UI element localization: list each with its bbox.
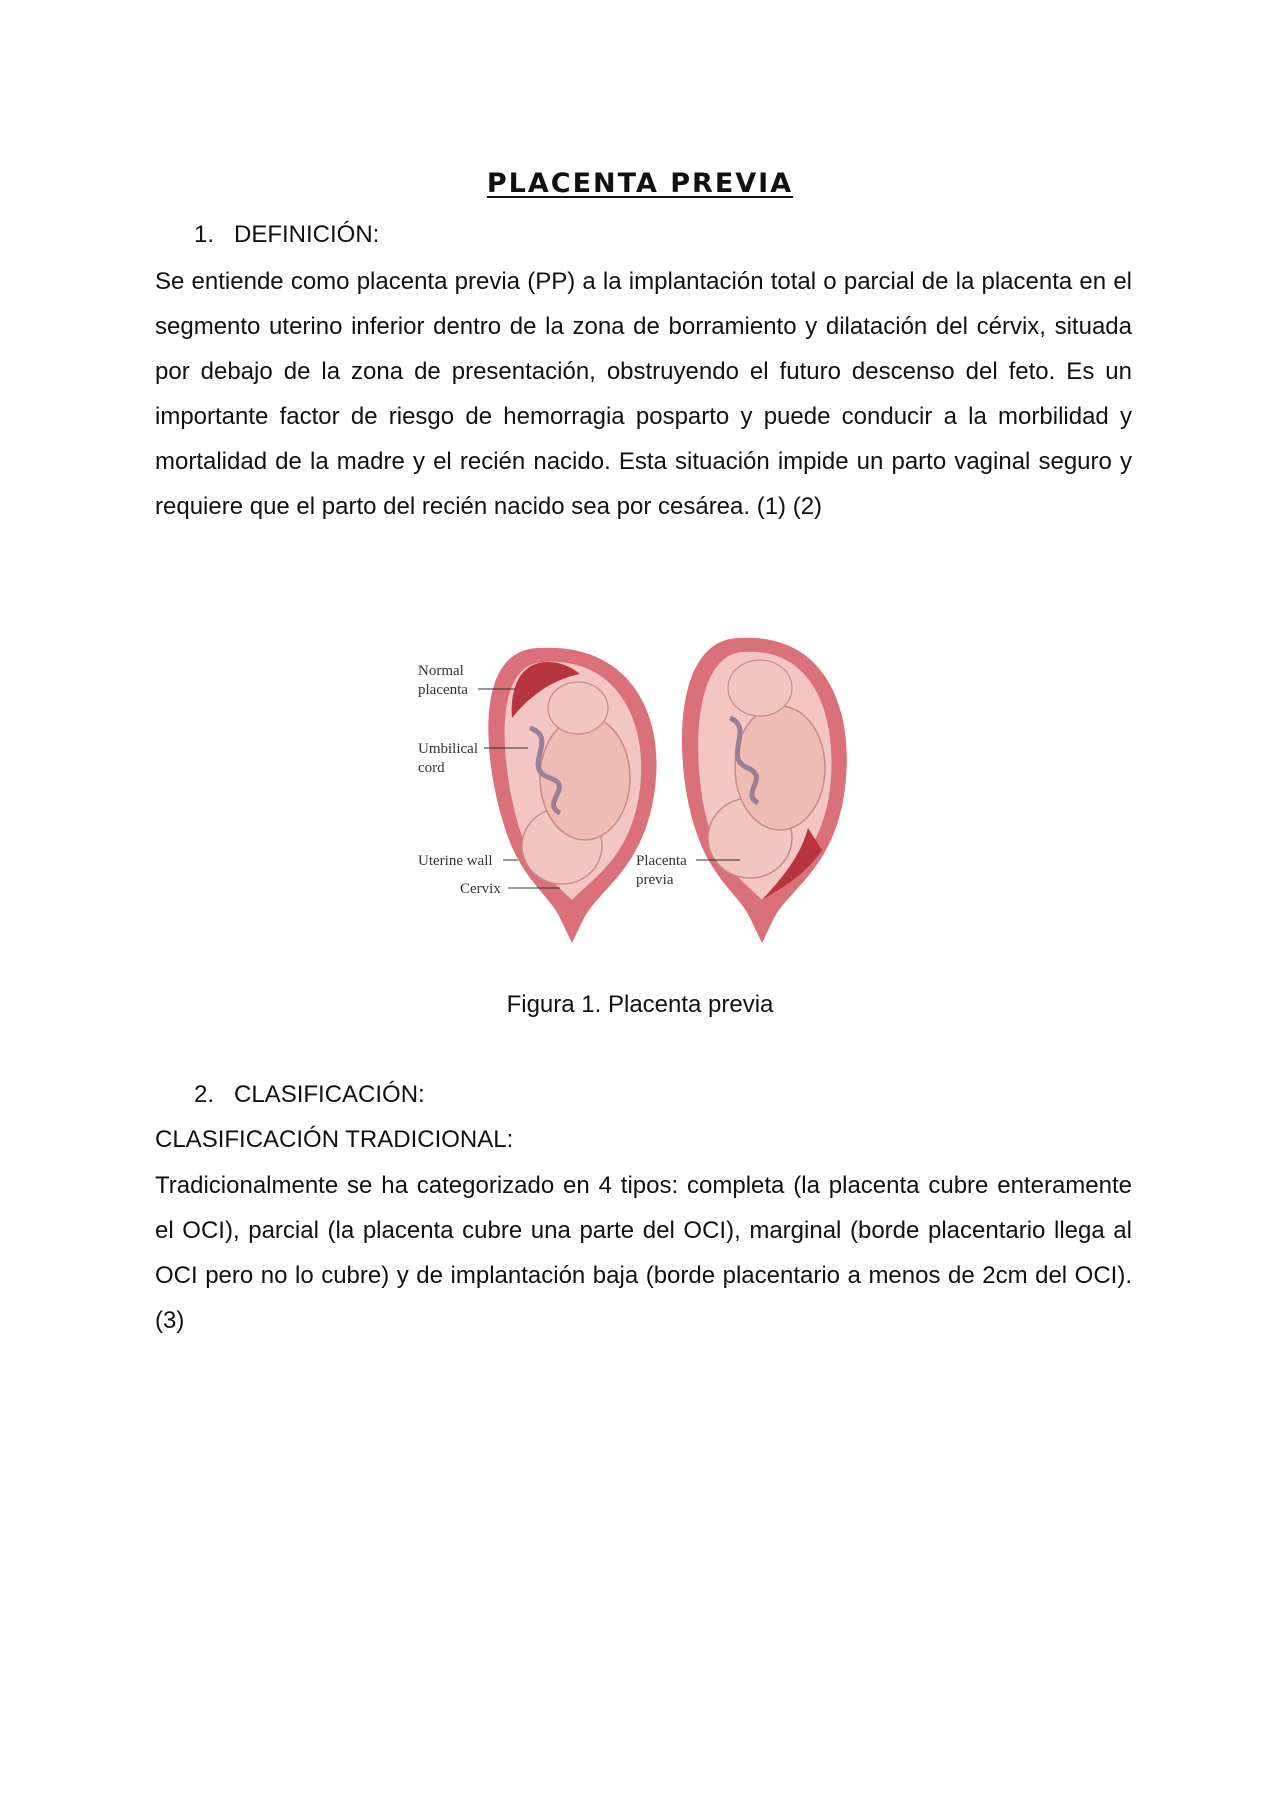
page-title: PLACENTA PREVIA bbox=[486, 168, 794, 199]
label-umbilical-cord-line2: cord bbox=[418, 760, 445, 776]
figure-caption: Figura 1. Placenta previa bbox=[506, 991, 774, 1018]
label-normal-placenta-line1: Normal bbox=[418, 663, 464, 679]
classification-paragraph: Tradicionalmente se ha categorizado en 4 tipos: completa (la placenta cubre enteramente el OCI), parcial (la placenta cubre una parte del OCI), marginal (borde placentario llega al OCI pero no lo cubre) y de implantación baja (borde placentario a menos de 2cm del OCI). (3) bbox=[155, 1172, 1132, 1334]
label-uterine-wall: Uterine wall bbox=[418, 853, 493, 869]
section-1-heading bbox=[194, 220, 379, 250]
label-cervix: Cervix bbox=[460, 881, 501, 897]
placenta-previa-uterus bbox=[682, 638, 847, 943]
label-normal-placenta-line2: placenta bbox=[418, 682, 468, 698]
label-placenta-previa-line1: Placenta bbox=[636, 853, 687, 869]
section-2-number: 2. bbox=[194, 1081, 215, 1108]
placenta-previa-illustration bbox=[410, 628, 870, 948]
section-1-title: DEFINICIÓN: bbox=[234, 221, 380, 248]
classification-subheading: CLASIFICACIÓN TRADICIONAL: bbox=[155, 1126, 514, 1153]
normal-placenta-uterus bbox=[488, 648, 656, 943]
label-umbilical-cord-line1: Umbilical bbox=[418, 741, 478, 757]
section-1-number: 1. bbox=[194, 221, 215, 248]
label-placenta-previa-line2: previa bbox=[636, 872, 674, 888]
section-2-heading bbox=[194, 1080, 425, 1110]
section-2-title: CLASIFICACIÓN: bbox=[234, 1081, 425, 1108]
definition-paragraph: Se entiende como placenta previa (PP) a la implantación total o parcial de la placenta en el segmento uterino inferior dentro de la zona de borramiento y dilatación del cérvix, situada por debajo de la zona de presentación, obstruyendo el futuro descenso del feto. Es un importante factor de riesgo de hemorragia posparto y puede conducir a la morbilidad y mortalidad de la madre y el recién nacido. Esta situación impide un parto vaginal seguro y requiere que el parto del recién nacido sea por cesárea. (1) (2) bbox=[155, 268, 1132, 520]
